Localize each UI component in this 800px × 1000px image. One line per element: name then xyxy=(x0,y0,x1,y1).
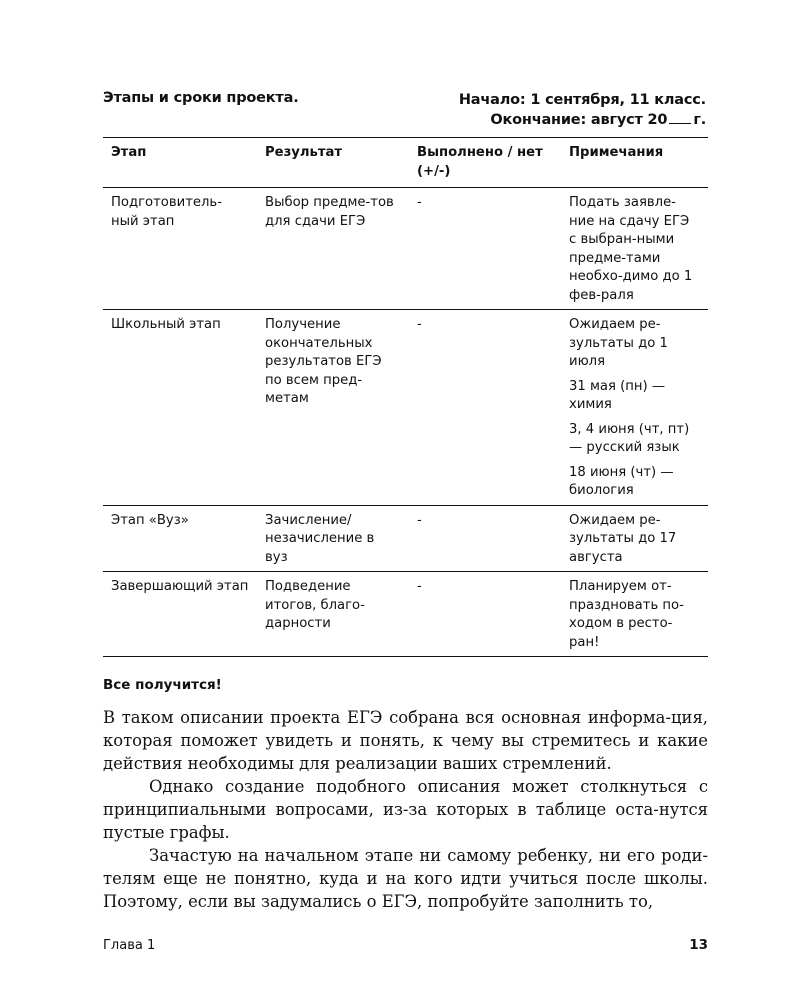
note-text: Подать заявле-ние на сдачу ЕГЭ с выбран-ными предме-тами необхо-димо до 1 фев-раля xyxy=(569,195,693,303)
cell-result: Подведение итогов, благо-дарности xyxy=(257,572,409,657)
chapter-label: Глава 1 xyxy=(103,938,156,953)
cell-stage: Завершающий этап xyxy=(103,572,257,657)
end-date-suffix: г. xyxy=(693,112,706,128)
end-date-prefix: Окончание: август 20 xyxy=(490,112,668,128)
paragraph: Однако создание подобного описания может столкнуться с принципиальными вопросами, из-за которых в таблице оста-нутся пустые графы. xyxy=(103,777,708,842)
page-header xyxy=(103,86,706,134)
page-number: 13 xyxy=(689,937,708,953)
note-text: 18 июня (чт) — биология xyxy=(569,464,674,498)
cell-done: - xyxy=(409,572,561,657)
cell-done: - xyxy=(409,505,561,572)
section-title: Этапы и сроки проекта. xyxy=(103,90,299,106)
cell-notes xyxy=(561,188,708,310)
column-header-notes: Примечания xyxy=(561,138,708,188)
cell-notes xyxy=(561,505,708,572)
table-row xyxy=(103,572,708,657)
note-text: Планируем от-праздновать по-ходом в ресто-ран! xyxy=(569,579,684,650)
column-header-result: Результат xyxy=(257,138,409,188)
column-header-stage: Этап xyxy=(103,138,257,188)
cell-result: Получение окончательных результатов ЕГЭ по всем пред-метам xyxy=(257,310,409,506)
end-date xyxy=(459,110,706,130)
table-row xyxy=(103,310,708,506)
cell-notes xyxy=(561,572,708,657)
start-date: Начало: 1 сентября, 11 класс. xyxy=(458,92,706,108)
table-header-row xyxy=(103,138,708,188)
subheading: Все получится! xyxy=(103,677,222,693)
cell-result: Зачисление/ незачисление в вуз xyxy=(257,505,409,572)
cell-stage: Подготовитель-ный этап xyxy=(103,188,257,310)
project-stages-table xyxy=(103,137,708,657)
note-text: Ожидаем ре-зультаты до 1 июля xyxy=(569,317,668,369)
cell-stage: Этап «Вуз» xyxy=(103,505,257,572)
table-row xyxy=(103,505,708,572)
table-row xyxy=(103,188,708,310)
year-blank-line xyxy=(669,111,691,124)
cell-done: - xyxy=(409,310,561,506)
cell-notes xyxy=(561,310,708,506)
note-text: 31 мая (пн) — химия xyxy=(569,378,666,412)
project-dates xyxy=(459,90,706,130)
paragraph: Зачастую на начальном этапе ни самому ребенку, ни его роди-телям еще не понятно, куда и на кого идти учиться после школы. Поэтому, если вы задумались о ЕГЭ, попробуйте заполнить то, xyxy=(103,846,708,911)
column-header-done: Выполнено / нет (+/-) xyxy=(409,138,561,188)
cell-result: Выбор предме-тов для сдачи ЕГЭ xyxy=(257,188,409,310)
cell-done: - xyxy=(409,188,561,310)
cell-stage: Школьный этап xyxy=(103,310,257,506)
note-text: Ожидаем ре-зультаты до 17 августа xyxy=(569,512,677,565)
note-text: 3, 4 июня (чт, пт) — русский язык xyxy=(569,421,690,455)
paragraph: В таком описании проекта ЕГЭ собрана вся основная информа-ция, которая поможет увидеть и понять, к чему вы стремитесь и какие действия необходимы для реализации ваших стремлений. xyxy=(103,708,708,773)
body-text xyxy=(103,706,708,913)
